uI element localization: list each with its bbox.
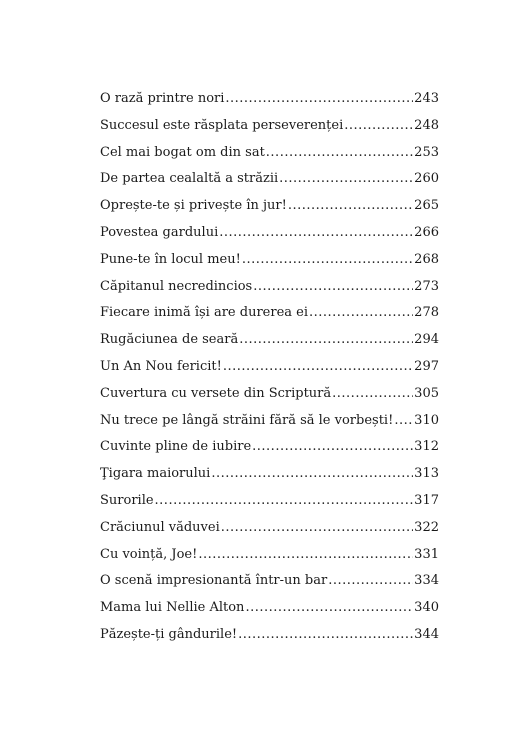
toc-entry-title: Căpitanul necredincios <box>100 278 253 294</box>
toc-dot-leader <box>309 303 413 323</box>
toc-entry-page-number: 331 <box>414 546 439 562</box>
toc-entry-title: Cu voință, Joe! <box>100 546 198 562</box>
toc-entry-title: Nu trece pe lângă străini fără să le vorbești! <box>100 412 394 428</box>
toc-entry <box>100 303 439 330</box>
toc-entry <box>100 330 439 357</box>
toc-dot-leader <box>155 491 414 511</box>
toc-entry-title: Ţigara maiorului <box>100 466 211 482</box>
toc-entry-page-number: 278 <box>414 305 439 321</box>
toc-dot-leader <box>223 357 413 377</box>
toc-entry-page-number: 294 <box>414 332 439 348</box>
toc-entry-title: Un An Nou fericit! <box>100 358 222 374</box>
toc-entry-page-number: 334 <box>414 573 439 589</box>
toc-entry <box>100 545 439 572</box>
toc-dot-leader <box>344 116 413 136</box>
toc-dot-leader <box>198 545 413 565</box>
toc-dot-leader <box>252 437 413 457</box>
toc-entry-page-number: 253 <box>414 144 439 160</box>
table-of-contents <box>100 89 439 652</box>
toc-entry <box>100 464 439 491</box>
toc-entry-title: Surorile <box>100 492 154 508</box>
toc-entry-title: Oprește-te și privește în jur! <box>100 198 287 214</box>
toc-entry <box>100 625 439 652</box>
toc-entry-page-number: 266 <box>414 224 439 240</box>
toc-entry-title: Crăciunul văduvei <box>100 519 220 535</box>
toc-entry-page-number: 268 <box>414 251 439 267</box>
toc-entry-title: Succesul este răsplata perseverenței <box>100 117 344 133</box>
toc-dot-leader <box>211 464 413 484</box>
toc-entry-title: Mama lui Nellie Alton <box>100 600 245 616</box>
toc-entry <box>100 491 439 518</box>
toc-entry-page-number: 273 <box>414 278 439 294</box>
toc-entry <box>100 571 439 598</box>
toc-dot-leader <box>288 196 413 216</box>
toc-entry-title: Povestea gardului <box>100 224 219 240</box>
toc-entry-title: Fiecare inimă își are durerea ei <box>100 305 308 321</box>
toc-dot-leader <box>242 250 413 270</box>
toc-entry <box>100 518 439 545</box>
toc-entry-title: Păzește-ți gândurile! <box>100 626 238 642</box>
toc-entry-page-number: 265 <box>414 198 439 214</box>
toc-dot-leader <box>219 223 413 243</box>
toc-entry <box>100 143 439 170</box>
toc-dot-leader <box>328 571 413 591</box>
toc-entry-page-number: 313 <box>414 466 439 482</box>
toc-entry <box>100 89 439 116</box>
toc-entry <box>100 223 439 250</box>
toc-dot-leader <box>253 277 413 297</box>
toc-entry-page-number: 260 <box>414 171 439 187</box>
toc-dot-leader <box>221 518 413 538</box>
toc-entry-page-number: 312 <box>414 439 439 455</box>
toc-entry-page-number: 243 <box>414 91 439 106</box>
toc-entry-title: O scenă impresionantă într-un bar <box>100 573 328 589</box>
toc-dot-leader <box>266 143 413 163</box>
toc-entry <box>100 437 439 464</box>
toc-dot-leader <box>279 169 413 189</box>
toc-entry <box>100 169 439 196</box>
toc-entry-page-number: 344 <box>414 626 439 642</box>
toc-entry-page-number: 322 <box>414 519 439 535</box>
toc-entry-page-number: 297 <box>414 358 439 374</box>
toc-entry-title: O rază printre nori <box>100 91 225 106</box>
toc-entry <box>100 411 439 438</box>
toc-entry-page-number: 310 <box>414 412 439 428</box>
toc-entry-page-number: 248 <box>414 117 439 133</box>
toc-entry <box>100 277 439 304</box>
toc-dot-leader <box>332 384 413 404</box>
toc-entry-title: Pune-te în locul meu! <box>100 251 241 267</box>
toc-entry <box>100 250 439 277</box>
toc-dot-leader <box>225 89 413 109</box>
toc-entry-title: De partea cealaltă a străzii <box>100 171 279 187</box>
toc-dot-leader <box>394 411 413 431</box>
toc-entry-title: Cel mai bogat om din sat <box>100 144 265 160</box>
toc-entry-title: Cuvertura cu versete din Scriptură <box>100 385 332 401</box>
toc-dot-leader <box>239 330 413 350</box>
toc-entry <box>100 598 439 625</box>
toc-entry-title: Rugăciunea de seară <box>100 332 239 348</box>
toc-entry-title: Cuvinte pline de iubire <box>100 439 252 455</box>
toc-entry <box>100 384 439 411</box>
toc-entry <box>100 196 439 223</box>
toc-entry-page-number: 317 <box>414 492 439 508</box>
toc-dot-leader <box>238 625 413 645</box>
toc-entry-page-number: 340 <box>414 600 439 616</box>
toc-dot-leader <box>245 598 413 618</box>
toc-entry <box>100 357 439 384</box>
toc-entry <box>100 116 439 143</box>
toc-entry-page-number: 305 <box>414 385 439 401</box>
